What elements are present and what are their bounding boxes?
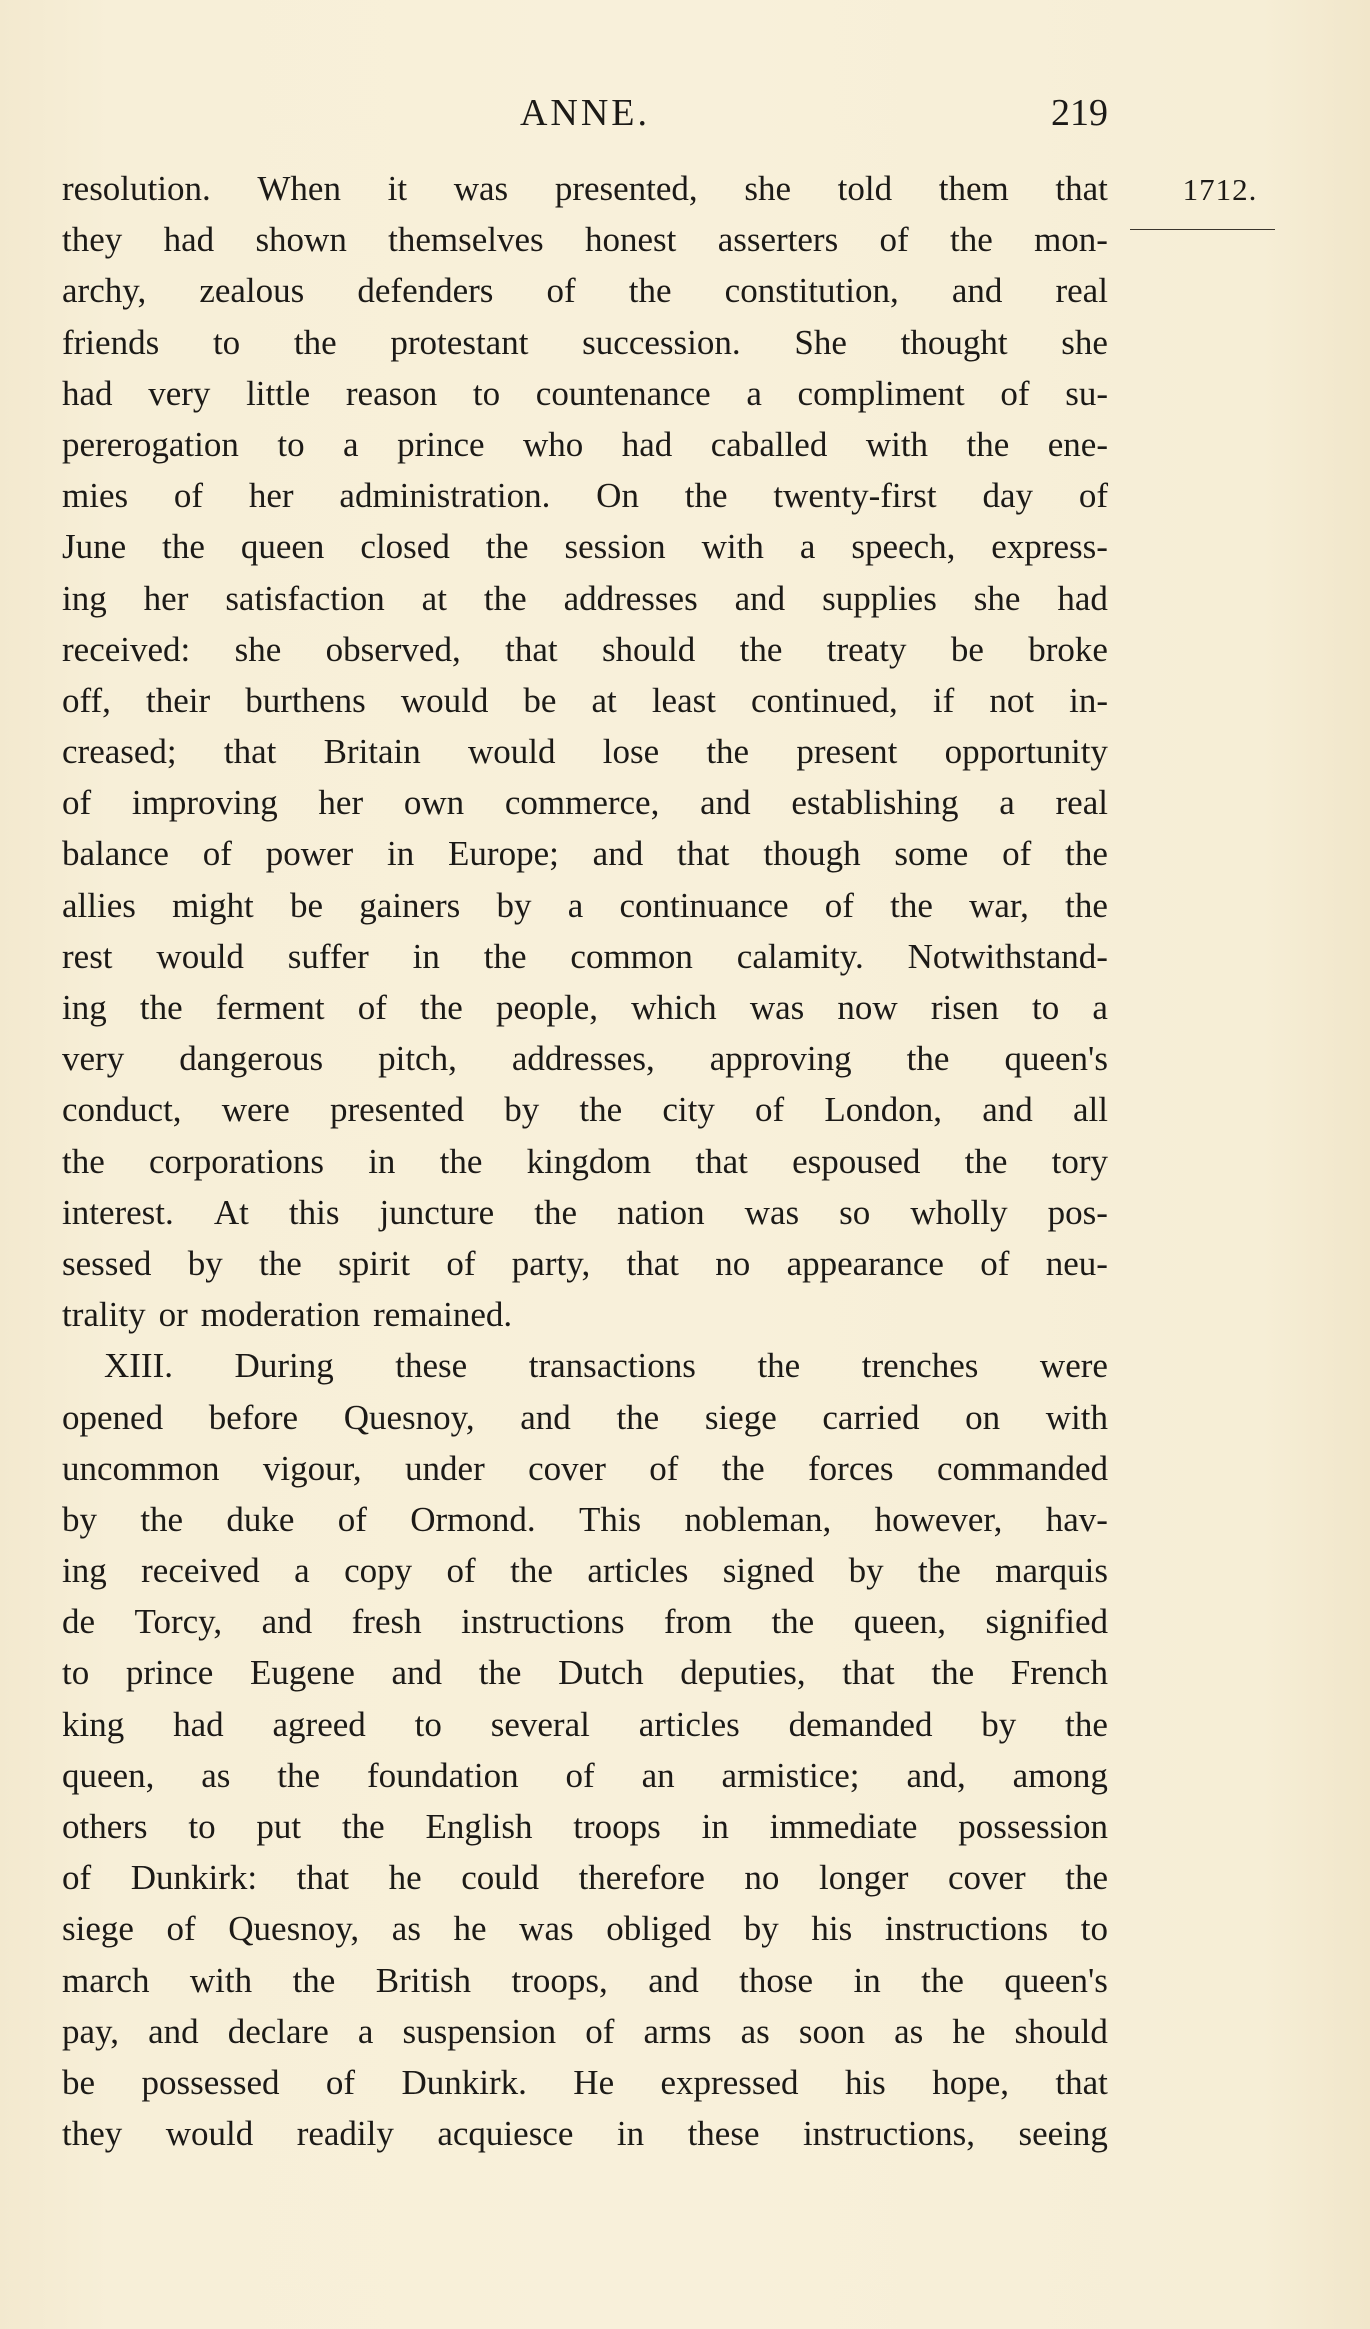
text-line: of improving her own commerce, and establishing a real bbox=[62, 783, 1108, 823]
text-line: opened before Quesnoy, and the siege carried on with bbox=[62, 1397, 1108, 1437]
text-line: friends to the protestant succession. She thought she bbox=[62, 322, 1108, 362]
text-line: June the queen closed the session with a speech, express- bbox=[62, 527, 1108, 567]
text-line: creased; that Britain would lose the present opportunity bbox=[62, 732, 1108, 772]
text-line: ing the ferment of the people, which was now risen to a bbox=[62, 988, 1108, 1027]
text-line: mies of her administration. On the twenty-first day of bbox=[62, 476, 1108, 516]
text-line: of Dunkirk: that he could therefore no longer cover the bbox=[62, 1858, 1108, 1898]
text-line: de Torcy, and fresh instructions from the queen, signified bbox=[62, 1602, 1108, 1642]
text-line: pay, and declare a suspension of arms as soon as he should bbox=[62, 2011, 1108, 2051]
text-line: balance of power in Europe; and that though some of the bbox=[62, 834, 1108, 874]
page-header bbox=[62, 88, 1108, 138]
margin-rule bbox=[1130, 229, 1275, 230]
page-number: 219 bbox=[1051, 92, 1108, 134]
text-line: to prince Eugene and the Dutch deputies, that the French bbox=[62, 1653, 1108, 1693]
text-line: very dangerous pitch, addresses, approving the queen's bbox=[62, 1039, 1108, 1079]
text-line: march with the British troops, and those in the queen's bbox=[62, 1960, 1108, 2000]
text-line: archy, zealous defenders of the constitution, and real bbox=[62, 271, 1108, 311]
margin-year: 1712. bbox=[1182, 172, 1258, 207]
text-line: resolution. When it was presented, she told them that bbox=[62, 169, 1108, 208]
text-line: off, their burthens would be at least continued, if not in- bbox=[62, 680, 1108, 720]
text-line: king had agreed to several articles demanded by the bbox=[62, 1704, 1108, 1744]
text-line: they would readily acquiesce in these instructions, seeing bbox=[62, 2114, 1108, 2154]
body-text bbox=[62, 163, 1108, 2159]
text-line: allies might be gainers by a continuance of the war, the bbox=[62, 885, 1108, 925]
text-line: be possessed of Dunkirk. He expressed his hope, that bbox=[62, 2062, 1108, 2102]
text-line: uncommon vigour, under cover of the forces commanded bbox=[62, 1448, 1108, 1488]
text-line: interest. At this juncture the nation was so wholly pos- bbox=[62, 1192, 1108, 1232]
text-line: the corporations in the kingdom that espoused the tory bbox=[62, 1141, 1108, 1181]
text-line: received: she observed, that should the treaty be broke bbox=[62, 629, 1108, 669]
text-line: rest would suffer in the common calamity. Notwithstand- bbox=[62, 936, 1108, 976]
text-line: queen, as the foundation of an armistice; and, among bbox=[62, 1755, 1108, 1795]
text-line: by the duke of Ormond. This nobleman, however, hav- bbox=[62, 1499, 1108, 1539]
text-line: conduct, were presented by the city of London, and all bbox=[62, 1090, 1108, 1130]
running-head: ANNE. bbox=[519, 92, 651, 134]
text-line: pererogation to a prince who had caballed with the ene- bbox=[62, 424, 1108, 464]
text-line: siege of Quesnoy, as he was obliged by his instructions to bbox=[62, 1909, 1108, 1949]
text-line: they had shown themselves honest asserters of the mon- bbox=[62, 220, 1108, 260]
text-line: others to put the English troops in immediate possession bbox=[62, 1807, 1108, 1846]
text-line: ing her satisfaction at the addresses and supplies she had bbox=[62, 578, 1108, 618]
text-line: had very little reason to countenance a compliment of su- bbox=[62, 373, 1108, 413]
text-line: sessed by the spirit of party, that no appearance of neu- bbox=[62, 1243, 1108, 1283]
margin-note bbox=[1165, 168, 1275, 212]
text-line: trality or moderation remained. bbox=[62, 1295, 513, 1335]
text-line: XIII. During these transactions the trenches were bbox=[104, 1346, 1108, 1386]
text-line: ing received a copy of the articles signed by the marquis bbox=[62, 1551, 1108, 1591]
